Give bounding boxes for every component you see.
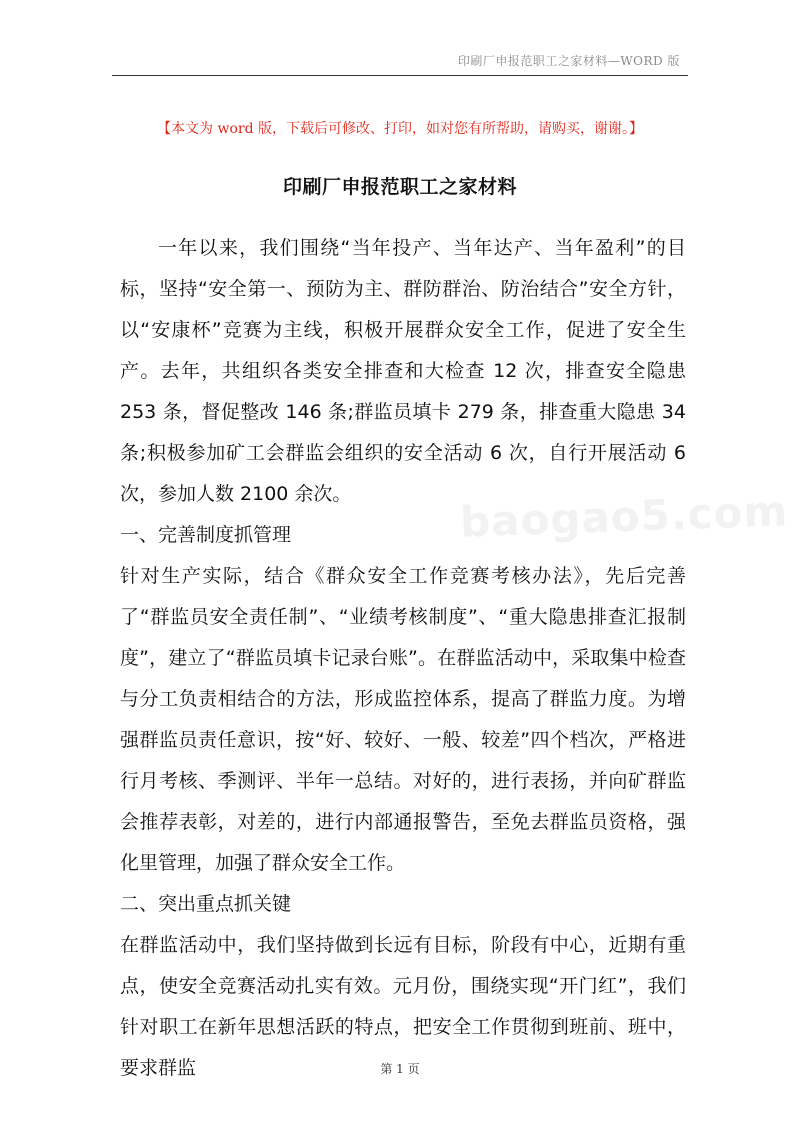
- section-heading-2: 二、突出重点抓关键: [120, 893, 292, 915]
- watermark-logo: baogao5.com: [459, 486, 789, 547]
- intro-paragraph: 一年以来，我们围绕“当年投产、当年达产、当年盈利”的目标，坚持“安全第一、预防为主、群防群治、防治结合”安全方针，以“安康杯”竞赛为主线，积极开展群众安全工作，促进了安全生产。去年，共组织各类安全排查和大检查 12 次，排查安全隐患 253 条，督促整改 146 条;群监员填卡 279 条，排查重大隐患 34 条;积极参加矿工会群监会组织的安全活动 6 次，自行开展活动 6 次，参加人数 2100 余次。: [120, 237, 686, 505]
- section-2-paragraph: 在群监活动中，我们坚持做到长远有目标，阶段有中心，近期有重点，使安全竞赛活动扎实有效。元月份，围绕实现“开门红”，我们针对职工在新年思想活跃的特点，把安全工作贯彻到班前、班中，要求群监: [120, 934, 686, 1079]
- section-1-paragraph: 针对生产实际，结合《群众安全工作竞赛考核办法》，先后完善了“群监员安全责任制”、“业绩考核制度”、“重大隐患排查汇报制度”，建立了“群监员填卡记录台账”。在群监活动中，采取集中检查与分工负责相结合的方法，形成监控体系，提高了群监力度。为增强群监员责任意识，按“好、较好、一般、较差”四个档次，严格进行月考核、季测评、半年一总结。对好的，进行表扬，并向矿群监会推荐表彰，对差的，进行内部通报警告，至免去群监员资格，强化里管理，加强了群众安全工作。: [120, 565, 686, 874]
- document-body: [120, 228, 686, 1089]
- document-title: 印刷厂申报范职工之家材料: [282, 176, 517, 198]
- header-divider: [112, 75, 688, 76]
- page-number: 第 1 页: [380, 1062, 420, 1076]
- section-heading-1: 一、完善制度抓管理: [120, 524, 292, 546]
- running-header: 印刷厂申报范职工之家材料—WORD 版: [457, 54, 680, 68]
- purchase-notice: 【本文为 word 版，下载后可修改、打印，如对您有所帮助，请购买，谢谢。】: [157, 121, 643, 137]
